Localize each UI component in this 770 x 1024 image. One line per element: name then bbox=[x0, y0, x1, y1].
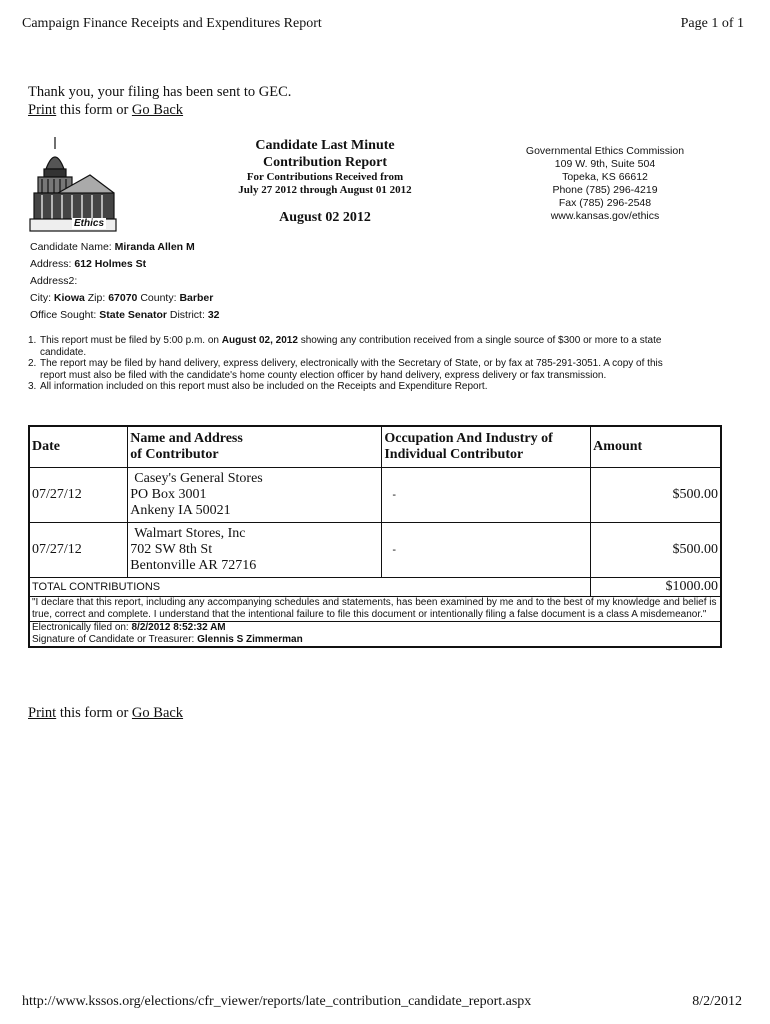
signature-label: Signature of Candidate or Treasurer: bbox=[32, 634, 195, 645]
header-occupation-line1: Occupation And Industry of bbox=[384, 431, 553, 446]
candidate-city: Kiowa bbox=[53, 292, 85, 304]
total-label: TOTAL CONTRIBUTIONS bbox=[29, 578, 591, 597]
header-name-line1: Name and Address bbox=[130, 431, 243, 446]
header-amount: Amount bbox=[591, 426, 721, 468]
report-title-line2: Contribution Report bbox=[262, 155, 388, 170]
candidate-city-label: City: bbox=[30, 292, 51, 304]
candidate-name-label: Candidate Name: bbox=[30, 241, 112, 253]
candidate-county: Barber bbox=[179, 292, 214, 304]
instruction-deadline: August 02, 2012 bbox=[221, 335, 298, 346]
instruction-number: 3. bbox=[28, 381, 37, 392]
confirmation-message: Thank you, your filing has been sent to GEC. bbox=[28, 84, 292, 100]
report-period-line2: July 27 2012 through August 01 2012 bbox=[238, 184, 412, 196]
candidate-district-label: District: bbox=[169, 309, 205, 321]
header-occupation bbox=[382, 426, 591, 468]
instruction-item bbox=[28, 358, 668, 381]
candidate-name-row bbox=[30, 239, 220, 256]
contributor-name: Casey's General Stores bbox=[134, 471, 263, 486]
contributor-address1: 702 SW 8th St bbox=[130, 542, 213, 557]
candidate-name: Miranda Allen M bbox=[114, 241, 195, 253]
agency-website: www.kansas.gov/ethics bbox=[550, 210, 660, 222]
seal-label: Ethics bbox=[74, 218, 105, 229]
instruction-number: 1. bbox=[28, 335, 37, 346]
contribution-amount: $500.00 bbox=[591, 523, 721, 578]
contribution-date: 07/27/12 bbox=[29, 523, 128, 578]
instruction-text: The report may be filed by hand delivery, express delivery, electronically with the Secretary of State, or by fax at 785-291-3051. A copy of this report must also be filed with the candidate's home county election officer by hand delivery, express delivery or fax transmission. bbox=[40, 358, 663, 381]
print-or-back-text: this form or bbox=[56, 102, 132, 118]
contributor-name: Walmart Stores, Inc bbox=[134, 526, 246, 541]
agency-street: 109 W. 9th, Suite 504 bbox=[554, 158, 656, 170]
header-name-address bbox=[128, 426, 382, 468]
go-back-link-bottom[interactable]: Go Back bbox=[131, 705, 184, 721]
contributor-address2: Ankeny IA 50021 bbox=[130, 503, 231, 518]
contributor-occupation: - bbox=[382, 468, 591, 523]
contributor-occupation: - bbox=[382, 523, 591, 578]
instruction-text-cont: showing any contribution received from a single source of $300 or more to a state candidate. bbox=[40, 335, 662, 358]
candidate-address-label: Address: bbox=[30, 258, 72, 270]
header-date: Date bbox=[29, 426, 128, 468]
contribution-date: 07/27/12 bbox=[29, 468, 128, 523]
total-amount: $1000.00 bbox=[591, 578, 721, 597]
instruction-item bbox=[28, 335, 668, 358]
candidate-office: State Senator bbox=[99, 309, 167, 321]
total-row bbox=[29, 578, 721, 597]
candidate-address: 612 Holmes St bbox=[74, 258, 147, 270]
go-back-link[interactable]: Go Back bbox=[131, 102, 184, 118]
candidate-office-label: Office Sought: bbox=[30, 309, 97, 321]
candidate-address-row bbox=[30, 256, 220, 273]
report-title-block bbox=[200, 137, 450, 226]
instruction-text: This report must be filed by 5:00 p.m. on bbox=[40, 335, 222, 346]
declaration-text: "I declare that this report, including any accompanying schedules and statements, has been examined by me and to the best of my knowledge and belief is true, correct and complete. I understand that the intentional failure to file this document or intentionally filing a false document is a class A misdemeanor." bbox=[29, 597, 721, 622]
filed-on-label: Electronically filed on: bbox=[32, 622, 129, 633]
candidate-info bbox=[30, 239, 220, 324]
table-header-row bbox=[29, 426, 721, 468]
print-or-back-line bbox=[28, 102, 183, 119]
print-footer-url: http://www.kssos.org/elections/cfr_viewer/reports/late_contribution_candidate_report.aspx bbox=[22, 994, 532, 1009]
print-footer-date: 8/2/2012 bbox=[692, 994, 742, 1009]
filed-on-value: 8/2/2012 8:52:32 AM bbox=[131, 622, 226, 633]
contributor-address2: Bentonville AR 72716 bbox=[130, 558, 257, 573]
instruction-text: All information included on this report must also be included on the Receipts and Expenditure Report. bbox=[40, 381, 488, 392]
signature-value: Glennis S Zimmerman bbox=[197, 634, 303, 645]
filing-instructions bbox=[28, 335, 668, 393]
print-header-title: Campaign Finance Receipts and Expenditures Report bbox=[22, 16, 322, 31]
candidate-county-label: County: bbox=[140, 292, 177, 304]
page-number: Page 1 of 1 bbox=[680, 16, 744, 31]
contributor-name-address bbox=[128, 523, 382, 578]
candidate-address2-row bbox=[30, 273, 220, 290]
candidate-district: 32 bbox=[207, 309, 220, 321]
header-occupation-line2: Individual Contributor bbox=[384, 447, 524, 462]
agency-fax: Fax (785) 296-2548 bbox=[558, 197, 652, 209]
print-link-bottom[interactable]: Print bbox=[28, 705, 57, 721]
contributions-table bbox=[28, 425, 722, 648]
contributor-address1: PO Box 3001 bbox=[130, 487, 207, 502]
signature-line bbox=[32, 634, 718, 646]
agency-phone: Phone (785) 296-4219 bbox=[552, 184, 658, 196]
candidate-zip-label: Zip: bbox=[87, 292, 106, 304]
filing-row bbox=[29, 622, 721, 648]
table-row bbox=[29, 523, 721, 578]
declaration-row bbox=[29, 597, 721, 622]
print-or-back-text-bottom: this form or bbox=[56, 705, 132, 721]
contribution-amount: $500.00 bbox=[591, 468, 721, 523]
candidate-address2-label: Address2: bbox=[30, 275, 78, 287]
filed-on-line bbox=[32, 622, 718, 634]
instruction-item bbox=[28, 381, 668, 393]
instruction-number: 2. bbox=[28, 358, 37, 369]
candidate-city-row bbox=[30, 290, 220, 307]
contributor-name-address bbox=[128, 468, 382, 523]
report-title-line1: Candidate Last Minute bbox=[255, 138, 395, 153]
candidate-zip: 67070 bbox=[108, 292, 138, 304]
filing-info bbox=[29, 622, 721, 648]
ethics-capitol-logo bbox=[28, 135, 118, 235]
header-name-line2: of Contributor bbox=[130, 447, 219, 462]
print-or-back-line-bottom bbox=[28, 705, 183, 722]
report-period-line1: For Contributions Received from bbox=[246, 171, 404, 183]
agency-address bbox=[505, 145, 705, 223]
report-date: August 02 2012 bbox=[279, 210, 371, 225]
agency-city: Topeka, KS 66612 bbox=[562, 171, 648, 183]
agency-name: Governmental Ethics Commission bbox=[525, 145, 685, 157]
print-link[interactable]: Print bbox=[28, 102, 57, 118]
table-row bbox=[29, 468, 721, 523]
candidate-office-row bbox=[30, 307, 220, 324]
